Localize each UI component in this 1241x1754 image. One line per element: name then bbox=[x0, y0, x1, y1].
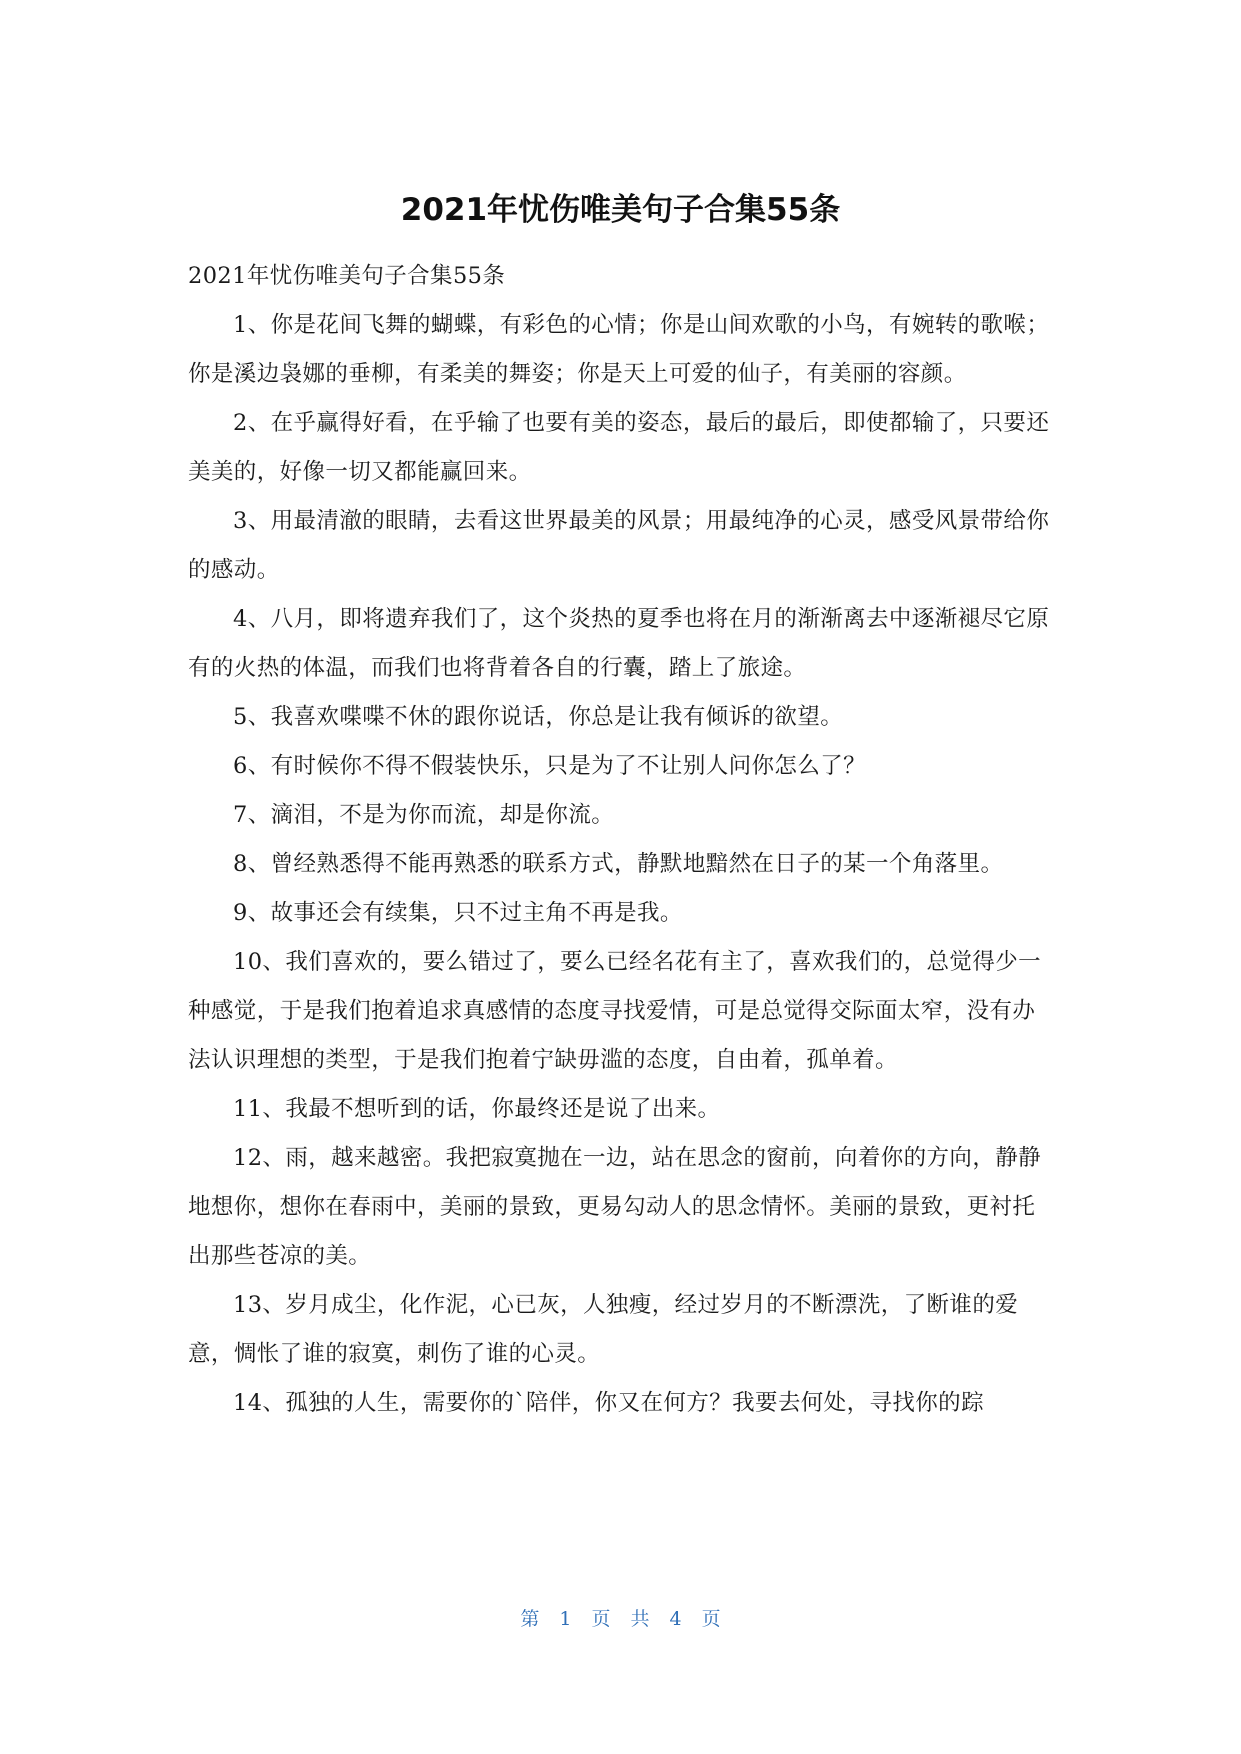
page-indicator: 第 1 页 共 4 页 bbox=[520, 1608, 721, 1630]
document-body bbox=[188, 252, 1054, 1428]
paragraph-item: 13、岁月成尘，化作泥，心已灰，人独瘦，经过岁月的不断漂洗，了断谁的爱意，惆怅了谁的寂寞，刺伤了谁的心灵。 bbox=[188, 1292, 1019, 1367]
paragraph-item: 9、故事还会有续集，只不过主角不再是我。 bbox=[233, 900, 683, 926]
paragraph-item: 11、我最不想听到的话，你最终还是说了出来。 bbox=[233, 1096, 721, 1122]
paragraph-item: 14、孤独的人生，需要你的`陪伴，你又在何方？我要去何处，寻找你的踪 bbox=[233, 1390, 984, 1416]
document-subtitle: 2021年忧伤唯美句子合集55条 bbox=[188, 263, 506, 289]
paragraph-item: 8、曾经熟悉得不能再熟悉的联系方式，静默地黯然在日子的某一个角落里。 bbox=[233, 851, 1004, 877]
paragraph-item: 3、用最清澈的眼睛，去看这世界最美的风景；用最纯净的心灵，感受风景带给你的感动。 bbox=[188, 508, 1050, 583]
document-title: 2021年忧伤唯美句子合集55条 bbox=[400, 192, 841, 228]
paragraph-item: 1、你是花间飞舞的蝴蝶，有彩色的心情；你是山间欢歌的小鸟，有婉转的歌喉；你是溪边袅娜的垂柳，有柔美的舞姿；你是天上可爱的仙子，有美丽的容颜。 bbox=[188, 312, 1050, 387]
paragraph-item: 4、八月，即将遗弃我们了，这个炎热的夏季也将在月的渐渐离去中逐渐褪尽它原有的火热的体温，而我们也将背着各自的行囊，踏上了旅途。 bbox=[188, 606, 1050, 681]
paragraph-item: 12、雨，越来越密。我把寂寞抛在一边，站在思念的窗前，向着你的方向，静静地想你，想你在春雨中，美丽的景致，更易勾动人的思念情怀。美丽的景致，更衬托出那些苍凉的美。 bbox=[188, 1145, 1042, 1269]
paragraph-item: 10、我们喜欢的，要么错过了，要么已经名花有主了，喜欢我们的，总觉得少一种感觉，于是我们抱着追求真感情的态度寻找爱情，可是总觉得交际面太窄，没有办法认识理想的类型，于是我们抱着宁缺毋滥的态度，自由着，孤单着。 bbox=[188, 949, 1042, 1073]
paragraph-item: 2、在乎赢得好看，在乎输了也要有美的姿态，最后的最后，即使都输了，只要还美美的，好像一切又都能赢回来。 bbox=[188, 410, 1050, 485]
paragraph-item: 6、有时候你不得不假装快乐，只是为了不让别人问你怎么了？ bbox=[233, 753, 867, 779]
paragraph-item: 5、我喜欢喋喋不休的跟你说话，你总是让我有倾诉的欲望。 bbox=[233, 704, 844, 730]
paragraph-item: 7、滴泪，不是为你而流，却是你流。 bbox=[233, 802, 615, 828]
